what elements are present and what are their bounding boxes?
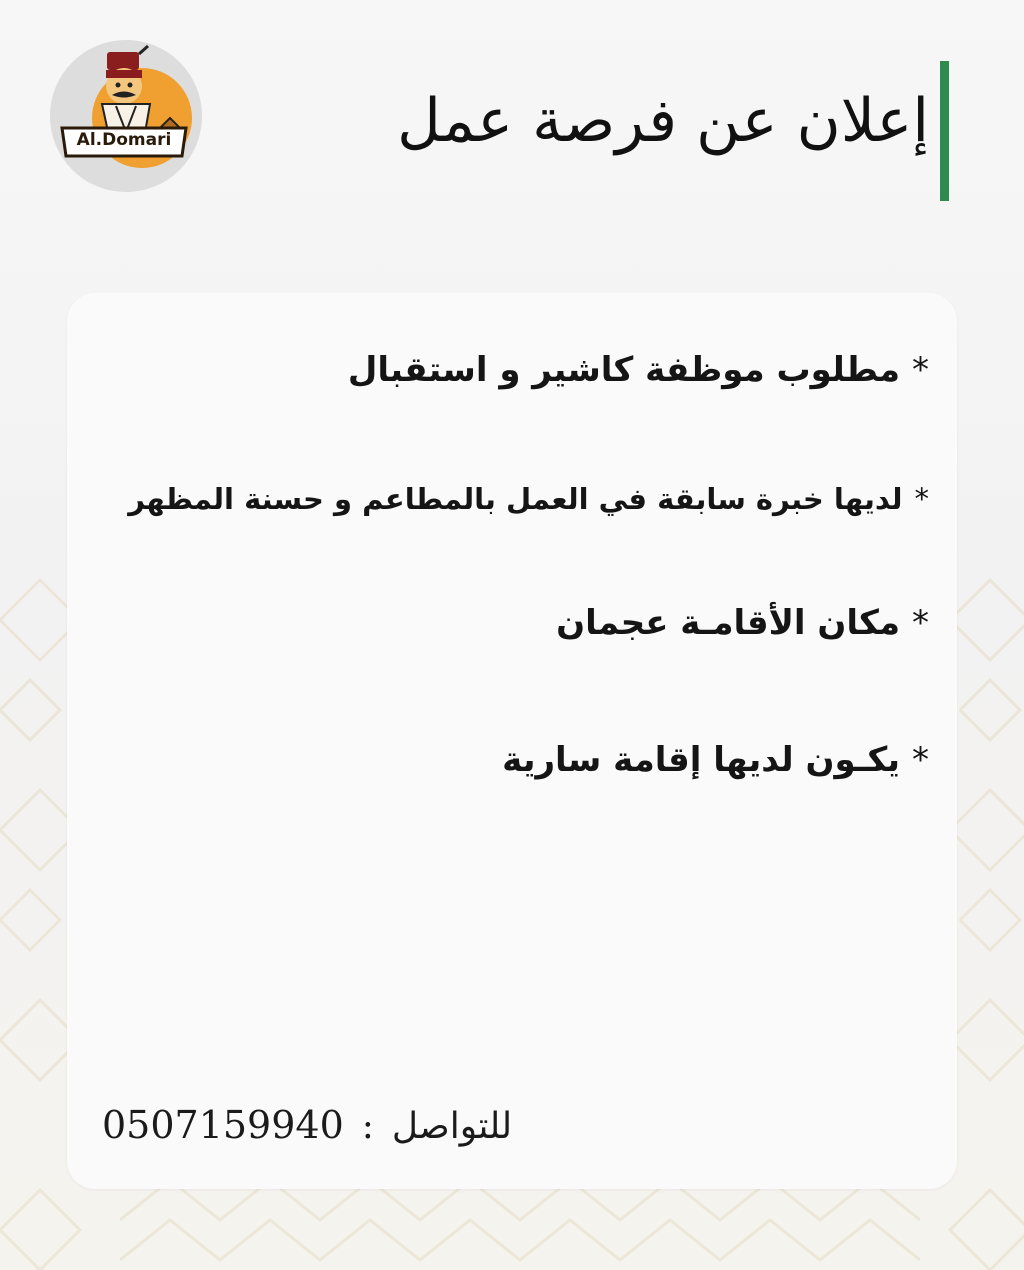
logo-text: Al.Domari — [76, 130, 172, 150]
contact-label: للتواصل — [391, 1106, 513, 1147]
requirement-text: يكـون لديها إقامة سارية — [502, 740, 900, 780]
logo-graphic — [50, 40, 202, 192]
requirement-text: مطلوب موظفة كاشير و استقبال — [347, 350, 900, 390]
brand-logo — [50, 40, 202, 192]
contact-separator: : — [361, 1106, 374, 1147]
bullet-star: * — [912, 350, 929, 390]
requirement-item — [502, 740, 929, 780]
contact-line — [102, 1103, 512, 1149]
requirement-text: لديها خبرة سابقة في العمل بالمطاعم و حسنة المظهر — [128, 482, 903, 516]
title-accent-bar — [940, 61, 949, 201]
requirement-item — [556, 603, 929, 643]
page-title: إعلان عن فرصة عمل — [397, 86, 929, 156]
requirement-item — [348, 350, 929, 390]
phone-number[interactable]: 0507159940 — [102, 1103, 344, 1147]
bullet-star: * — [914, 482, 929, 516]
requirement-text: مكان الأقامـة عجمان — [556, 603, 900, 643]
bullet-star: * — [912, 740, 929, 780]
bullet-star: * — [912, 603, 929, 643]
requirement-item — [128, 482, 929, 516]
